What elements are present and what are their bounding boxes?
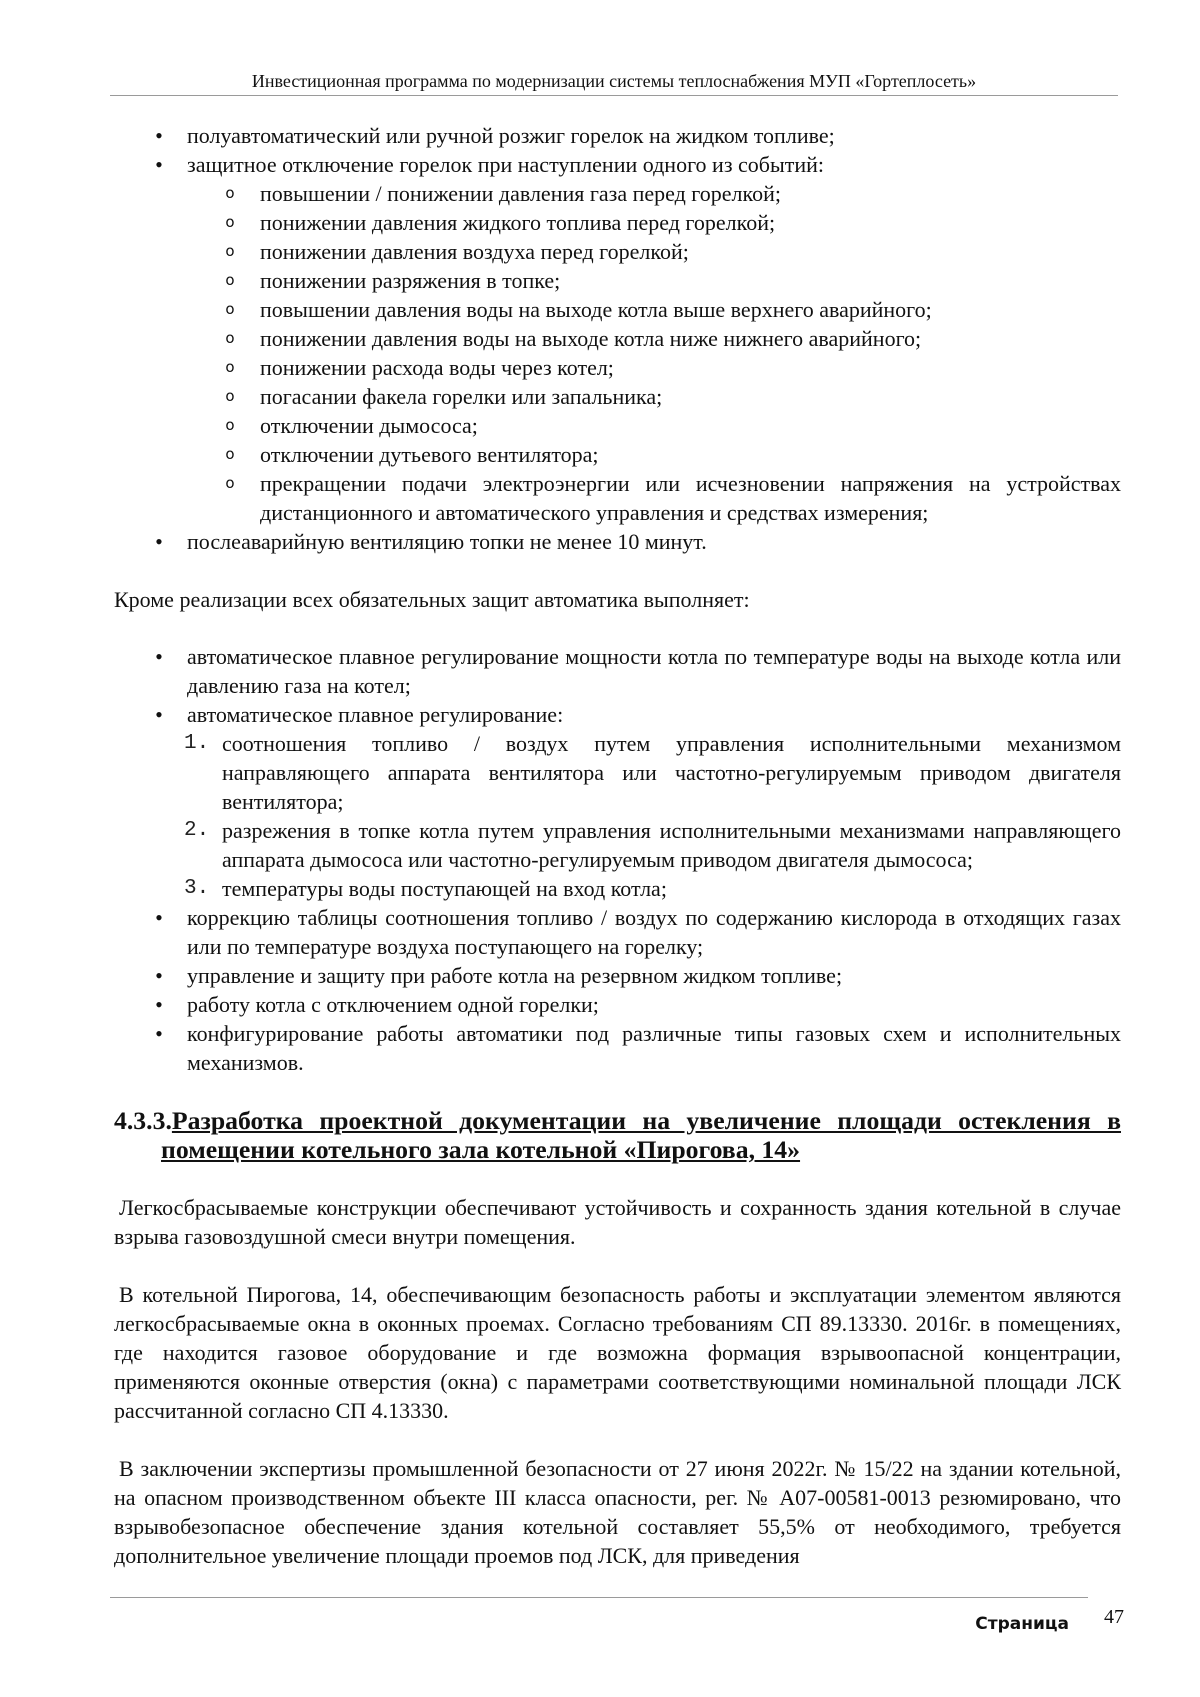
sublist-item — [114, 324, 1121, 353]
circle-bullet-marker: o — [225, 242, 235, 260]
circle-bullet-marker: o — [225, 184, 235, 202]
bullet-marker: • — [155, 644, 163, 669]
number-marker: 1. — [184, 732, 210, 755]
list-item-text: полуавтоматический или ручной розжиг горелок на жидком топливе; — [187, 123, 835, 148]
bullet-marker: • — [155, 529, 163, 554]
sublist-item-text: повышении давления воды на выходе котла выше верхнего аварийного; — [260, 297, 932, 322]
sublist-item — [114, 382, 1121, 411]
bullet-marker: • — [155, 963, 163, 988]
sublist-item — [114, 440, 1121, 469]
list-item-text: автоматическое плавное регулирование мощности котла по температуре воды на выходе котла или давлению газа на котел; — [187, 644, 1121, 698]
sublist-item — [114, 353, 1121, 382]
sublist-item — [114, 179, 1121, 208]
sublist-item-text: повышении / понижении давления газа перед горелкой; — [260, 181, 781, 206]
sublist-item-text: отключении дымососа; — [260, 413, 478, 438]
list-item-text: коррекцию таблицы соотношения топливо / воздух по содержанию кислорода в отходящих газах или по температуре воздуха поступающего на горелку; — [187, 905, 1121, 959]
circle-bullet-marker: o — [225, 329, 235, 347]
bullet-marker: • — [155, 1021, 163, 1046]
circle-bullet-marker: o — [225, 271, 235, 289]
numbered-item-text: разрежения в топке котла путем управления исполнительными механизмами направляющего аппарата дымососа или частотно-регулируемым приводом двигателя дымососа; — [222, 818, 1121, 872]
list-item — [114, 961, 1121, 990]
page-number: 47 — [1104, 1606, 1124, 1628]
list-item — [114, 150, 1121, 179]
header-divider — [110, 95, 1118, 96]
list-item — [114, 700, 1121, 729]
body-paragraph: Легкосбрасываемые конструкции обеспечивают устойчивость и сохранность здания котельной в случае взрыва газовоздушной смеси внутри помещения. — [114, 1195, 1121, 1249]
list-item — [114, 990, 1121, 1019]
sublist-item — [114, 208, 1121, 237]
circle-bullet-marker: o — [225, 300, 235, 318]
sublist-item — [114, 469, 1121, 527]
numbered-item-text: температуры воды поступающей на вход котла; — [222, 876, 667, 901]
sublist-item-text: отключении дутьевого вентилятора; — [260, 442, 599, 467]
list-item-text: защитное отключение горелок при наступлении одного из событий: — [187, 152, 825, 177]
list-item-text: конфигурирование работы автоматики под различные типы газовых схем и исполнительных механизмов. — [187, 1021, 1121, 1075]
section-number: 4.3.3. — [114, 1106, 172, 1135]
sublist-item-text: прекращении подачи электроэнергии или исчезновении напряжения на устройствах дистанционного и автоматического управления и средствах измерения; — [260, 471, 1121, 525]
sublist-item — [114, 295, 1121, 324]
numbered-item-text: соотношения топливо / воздух путем управления исполнительными механизмом направляющего аппарата вентилятора или частотно-регулируемым приводом двигателя вентилятора; — [222, 731, 1121, 814]
circle-bullet-marker: o — [225, 213, 235, 231]
list-item — [114, 903, 1121, 961]
list-item — [114, 1019, 1121, 1077]
running-header: Инвестиционная программа по модернизации системы теплоснабжения МУП «Гортеплосеть» — [251, 71, 977, 91]
sublist-item-text: погасании факела горелки или запальника; — [260, 384, 663, 409]
sublist-item — [114, 237, 1121, 266]
circle-bullet-marker: o — [225, 387, 235, 405]
sublist-item-text: понижении давления воды на выходе котла ниже нижнего аварийного; — [260, 326, 922, 351]
bullet-marker: • — [155, 905, 163, 930]
list-item — [114, 527, 1121, 556]
numbered-item — [114, 874, 1121, 903]
bullet-marker: • — [155, 992, 163, 1017]
sublist-item-text: понижении давления жидкого топлива перед горелкой; — [260, 210, 776, 235]
bullet-marker: • — [155, 123, 163, 148]
footer-divider — [110, 1597, 1088, 1598]
circle-bullet-marker: o — [225, 358, 235, 376]
protection-list — [114, 121, 1121, 556]
sublist-item — [114, 266, 1121, 295]
list-item — [114, 121, 1121, 150]
bullet-marker: • — [155, 152, 163, 177]
section-title: Разработка проектной документации на увеличение площади остекления в помещении котельного зала котельной «Пирогова, 14» — [161, 1106, 1121, 1164]
numbered-item — [114, 816, 1121, 874]
bullet-marker: • — [155, 702, 163, 727]
sublist-item-text: понижении расхода воды через котел; — [260, 355, 614, 380]
numbered-item — [114, 729, 1121, 816]
body-paragraph: В заключении экспертизы промышленной безопасности от 27 июня 2022г. № 15/22 на здании котельной, на опасном производственном объекте III класса опасности, рег. № А07-00581-0013 резюмировано, что взрывобезопасное обеспечение здания котельной составляет 55,5% от необходимого, требуется дополнительное увеличение площади проемов под ЛСК, для приведения — [114, 1456, 1121, 1568]
section-heading — [114, 1106, 1121, 1164]
automation-functions-list — [114, 642, 1121, 1077]
sublist-item — [114, 411, 1121, 440]
body-paragraph: В котельной Пирогова, 14, обеспечивающим безопасность работы и эксплуатации элементом являются легкосбрасываемые окна в оконных проемах. Согласно требованиям СП 89.13330. 2016г. в помещениях, где находится газовое оборудование и где возможна формация взрывоопасной концентрации, применяются оконные отверстия (окна) с параметрами соответствующими номинальной площади ЛСК рассчитанной согласно СП 4.13330. — [114, 1282, 1121, 1423]
sublist-item-text: понижении давления воздуха перед горелкой; — [260, 239, 689, 264]
page-label: Страница — [975, 1614, 1069, 1634]
number-marker: 2. — [184, 819, 210, 842]
intro-paragraph: Кроме реализации всех обязательных защит автоматика выполняет: — [114, 587, 750, 612]
list-item-text: автоматическое плавное регулирование: — [187, 702, 564, 727]
number-marker: 3. — [184, 877, 210, 900]
list-item-text: работу котла с отключением одной горелки; — [187, 992, 599, 1017]
circle-bullet-marker: o — [225, 474, 235, 492]
list-item-text: послеаварийную вентиляцию топки не менее 10 минут. — [187, 529, 707, 554]
circle-bullet-marker: o — [225, 416, 235, 434]
list-item — [114, 642, 1121, 700]
circle-bullet-marker: o — [225, 445, 235, 463]
sublist-item-text: понижении разряжения в топке; — [260, 268, 561, 293]
page-body — [114, 121, 1121, 1570]
list-item-text: управление и защиту при работе котла на резервном жидком топливе; — [187, 963, 843, 988]
